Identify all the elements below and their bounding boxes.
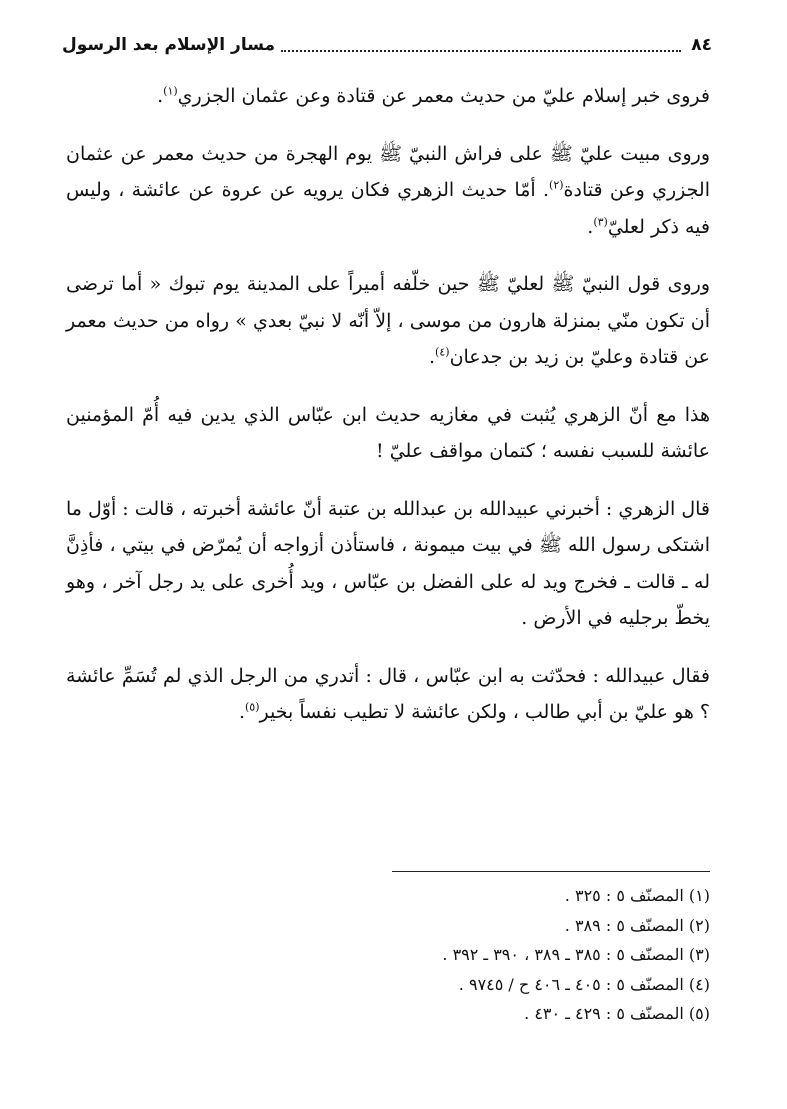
footnotes (300, 881, 710, 1029)
footnote-1: (١) المصنّف ٥ : ٣٢٥ . (564, 886, 710, 905)
main-text (66, 78, 710, 752)
paragraph-5 (66, 491, 710, 637)
footnote-5: (٥) المصنّف ٥ : ٤٢٩ ـ ٤٣٠ . (524, 1004, 710, 1023)
paragraph-3 (66, 266, 710, 376)
footnote-2: (٢) المصنّف ٥ : ٣٨٩ . (564, 915, 710, 935)
running-header (62, 32, 712, 58)
paragraph-text: قال الزهري : أخبرني عبيدالله بن عبدالله بن عتبة أنّ عائشة أخبرته ، قالت : أوّل ما اشتكى رسول الله ﷺ في بيت ميمونة ، فاستأذن أزواجه أن يُمرّض في بيتي ، فأذِنَّ له ـ قالت ـ فخرج ويد له على الفضل بن عبّاس ، ويد أُخرى على يد رجل آخر ، وهو يخطّ برجليه في الأرض . (66, 497, 710, 629)
paragraph-6 (66, 658, 710, 731)
footnote-3: (٣) المصنّف ٥ : ٣٨٥ ـ ٣٨٩ ، ٣٩٠ ـ ٣٩٢ . (442, 945, 710, 964)
paragraph-text: هذا مع أنّ الزهري يُثبت في مغازيه حديث ابن عبّاس الذي يدين فيه أُمّ المؤمنين عائشة للسبب نفسه ؛ كتمان مواقف عليّ ! (66, 403, 710, 462)
footnote-ref-2: (٢) (549, 178, 564, 192)
paragraph-text: وروى قول النبيّ ﷺ لعليّ ﷺ حين خلّفه أميراً على المدينة يوم تبوك « أما ترضى أن تكون منّي بمنزلة هارون من موسى ، إلاّ أنّه لا نبيّ بعدي » رواه من حديث معمر عن قتادة وعليّ بن زيد بن جدعان (66, 273, 710, 368)
paragraph-text: وروى مبيت عليّ ﷺ على فراش النبيّ ﷺ يوم الهجرة من حديث معمر عن عثمان الجزري وعن قتادة (66, 142, 710, 201)
footnote-ref-3: (٣) (593, 215, 608, 229)
paragraph-tail: . (238, 701, 245, 723)
paragraph-tail: . (429, 346, 436, 368)
paragraph-2 (66, 136, 710, 246)
paragraph-text: فروى خبر إسلام عليّ من حديث معمر عن قتادة وعن عثمان الجزري (177, 85, 710, 107)
paragraph-text-continued: . أمّا حديث الزهري فكان يرويه عن عروة عن عائشة ، وليس فيه ذكر لعليّ (66, 179, 710, 238)
footnote-ref-1: (١) (163, 84, 178, 98)
header-dot-leader (281, 38, 681, 52)
paragraph-text: فقال عبيدالله : فحدّثت به ابن عبّاس ، قال : أتدري من الرجل الذي لم تُسَمِّ عائشة ؟ هو عليّ بن أبي طالب ، ولكن عائشة لا تطيب نفساً بخير (66, 664, 710, 723)
paragraph-tail: . (587, 215, 594, 238)
footnote-separator (392, 871, 710, 872)
running-title: مسار الإسلام بعد الرسول (62, 35, 276, 55)
paragraph-tail: . (157, 85, 164, 107)
paragraph-4 (66, 397, 710, 470)
page-number: ٨٤ (691, 35, 712, 55)
paragraph-1 (66, 78, 710, 115)
footnote-4: (٤) المصنّف ٥ : ٤٠٥ ـ ٤٠٦ ح / ٩٧٤٥ . (458, 974, 710, 994)
footnote-ref-5: (٥) (245, 700, 260, 714)
footnote-ref-4: (٤) (435, 345, 450, 359)
